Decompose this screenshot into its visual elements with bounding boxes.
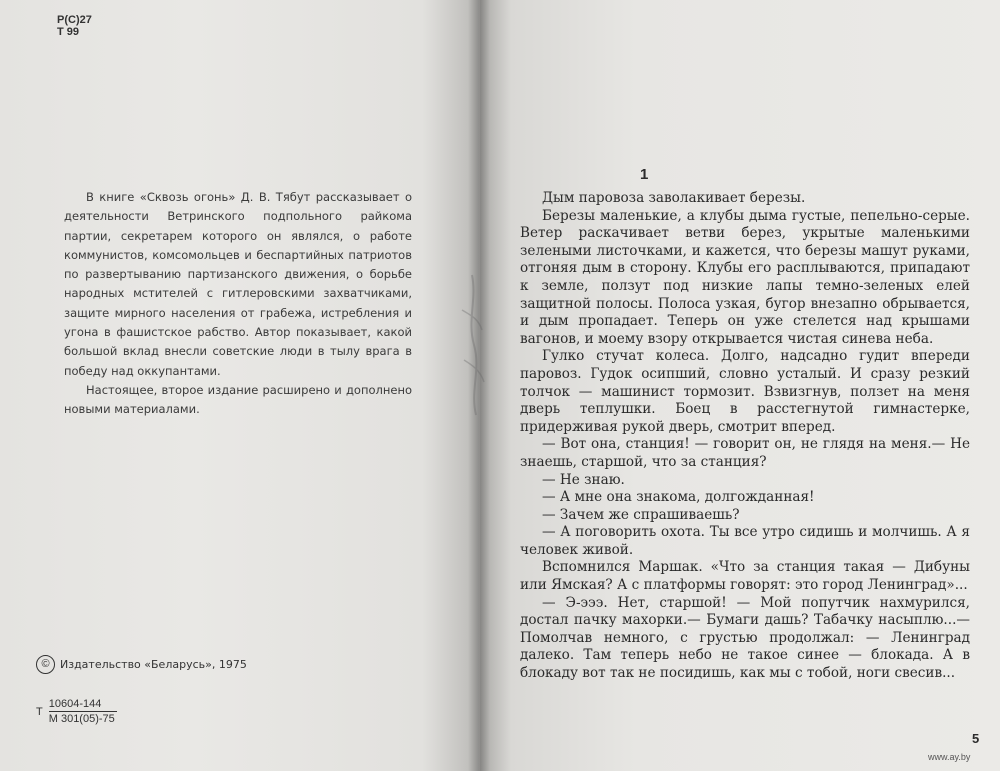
copyright-icon: © [36,655,55,674]
text-paragraph: Дым паровоза заволакивает березы. [542,190,806,206]
text-paragraph: Гулко стучат колеса. Долго, надсадно гудит впереди паровоз. Гудок осипший, словно усталый. И сразу резкий толчок — машинист тормозит. Взвизгнув, ползет на меня дверь теплушки. Боец в расстегнутой гимнастерке, придерживая рукой дверь, смотрит вперед. [520,348,970,435]
annotation-paragraph: Настоящее, второе издание расширено и дополнено новыми материалами. [64,382,412,417]
dialogue-line: — Не знаю. [542,471,625,488]
copyright-imprint [36,655,247,674]
dialogue-line: — А мне она знакома, долгожданная! [542,489,815,506]
page-number: 5 [972,731,980,746]
book-annotation [64,188,412,420]
library-classification [57,14,92,38]
text-paragraph: Березы маленькие, а клубы дыма густые, пепельно-серые. Ветер раскачивает ветви берез, укрытые маленькими зелеными листочками, и кажется, что березы машут руками, отгоняя дым в сторону. Клубы его расплываются, припадают к земле, ползут под низкие лапы темно-зеленых елей защитной полосы. Полоса узкая, бугор внезапно обрывается, и дым пропадает. Теперь он уже стелется над крышами вагонов, и моему взору открывается чистая синева неба. [520,207,970,347]
code-fraction [49,698,117,725]
author-mark: Т 99 [57,26,80,38]
text-paragraph: Вспомнился Маршак. «Что за станция такая — Дибуны или Ямская? А с платформы говорят: это город Ленинград»... [520,559,970,594]
dialogue-line: — Вот она, станция! — говорит он, не глядя на меня.— Не знаешь, старшой, что за станция? [520,436,970,470]
code-letter: Т [36,705,43,718]
dialogue-line: — А поговорить охота. Ты все утро сидишь и молчишь. А я человек живой. [520,524,970,558]
code-numerator: 10604-144 [49,698,117,712]
site-watermark: www.ay.by [928,752,971,762]
pencil-mark-icon [442,270,502,420]
annotation-paragraph: В книге «Сквозь огонь» Д. В. Тябут рассказывает о деятельности Ветринского подпольного райкома партии, секретарем которого он являлся, о работе коммунистов, комсомольцев и беспартийных патриотов по развертыванию партизанского движения, о борьбе народных мстителей с гитлеровскими захватчиками, защите мирного населения от грабежа, истребления и угона в фашистское рабство. Автор показывает, какой большой вклад внесли советские люди в тылу врага в победу над оккупантами. [64,190,412,378]
publisher-line: Издательство «Беларусь», 1975 [60,658,247,671]
dialogue-line: — Э-эээ. Нет, старшой! — Мой попутчик нахмурился, достал пачку махорки.— Бумаги дашь? Табачку насыплю...— Помолчав немного, с грустью продолжал: — Ленинград далеко. Там теперь небо не такое синее — блокада. А в блокаду вот так не посидишь, как мы с тобой, ноги свесив... [520,594,970,682]
chapter-number: 1 [640,166,649,183]
classification-code: Р(С)27 [57,14,92,26]
code-denominator: М 301(05)-75 [48,713,115,725]
dialogue-line: — Зачем же спрашиваешь? [542,506,740,523]
publication-code [36,698,117,725]
chapter-text [520,190,970,683]
